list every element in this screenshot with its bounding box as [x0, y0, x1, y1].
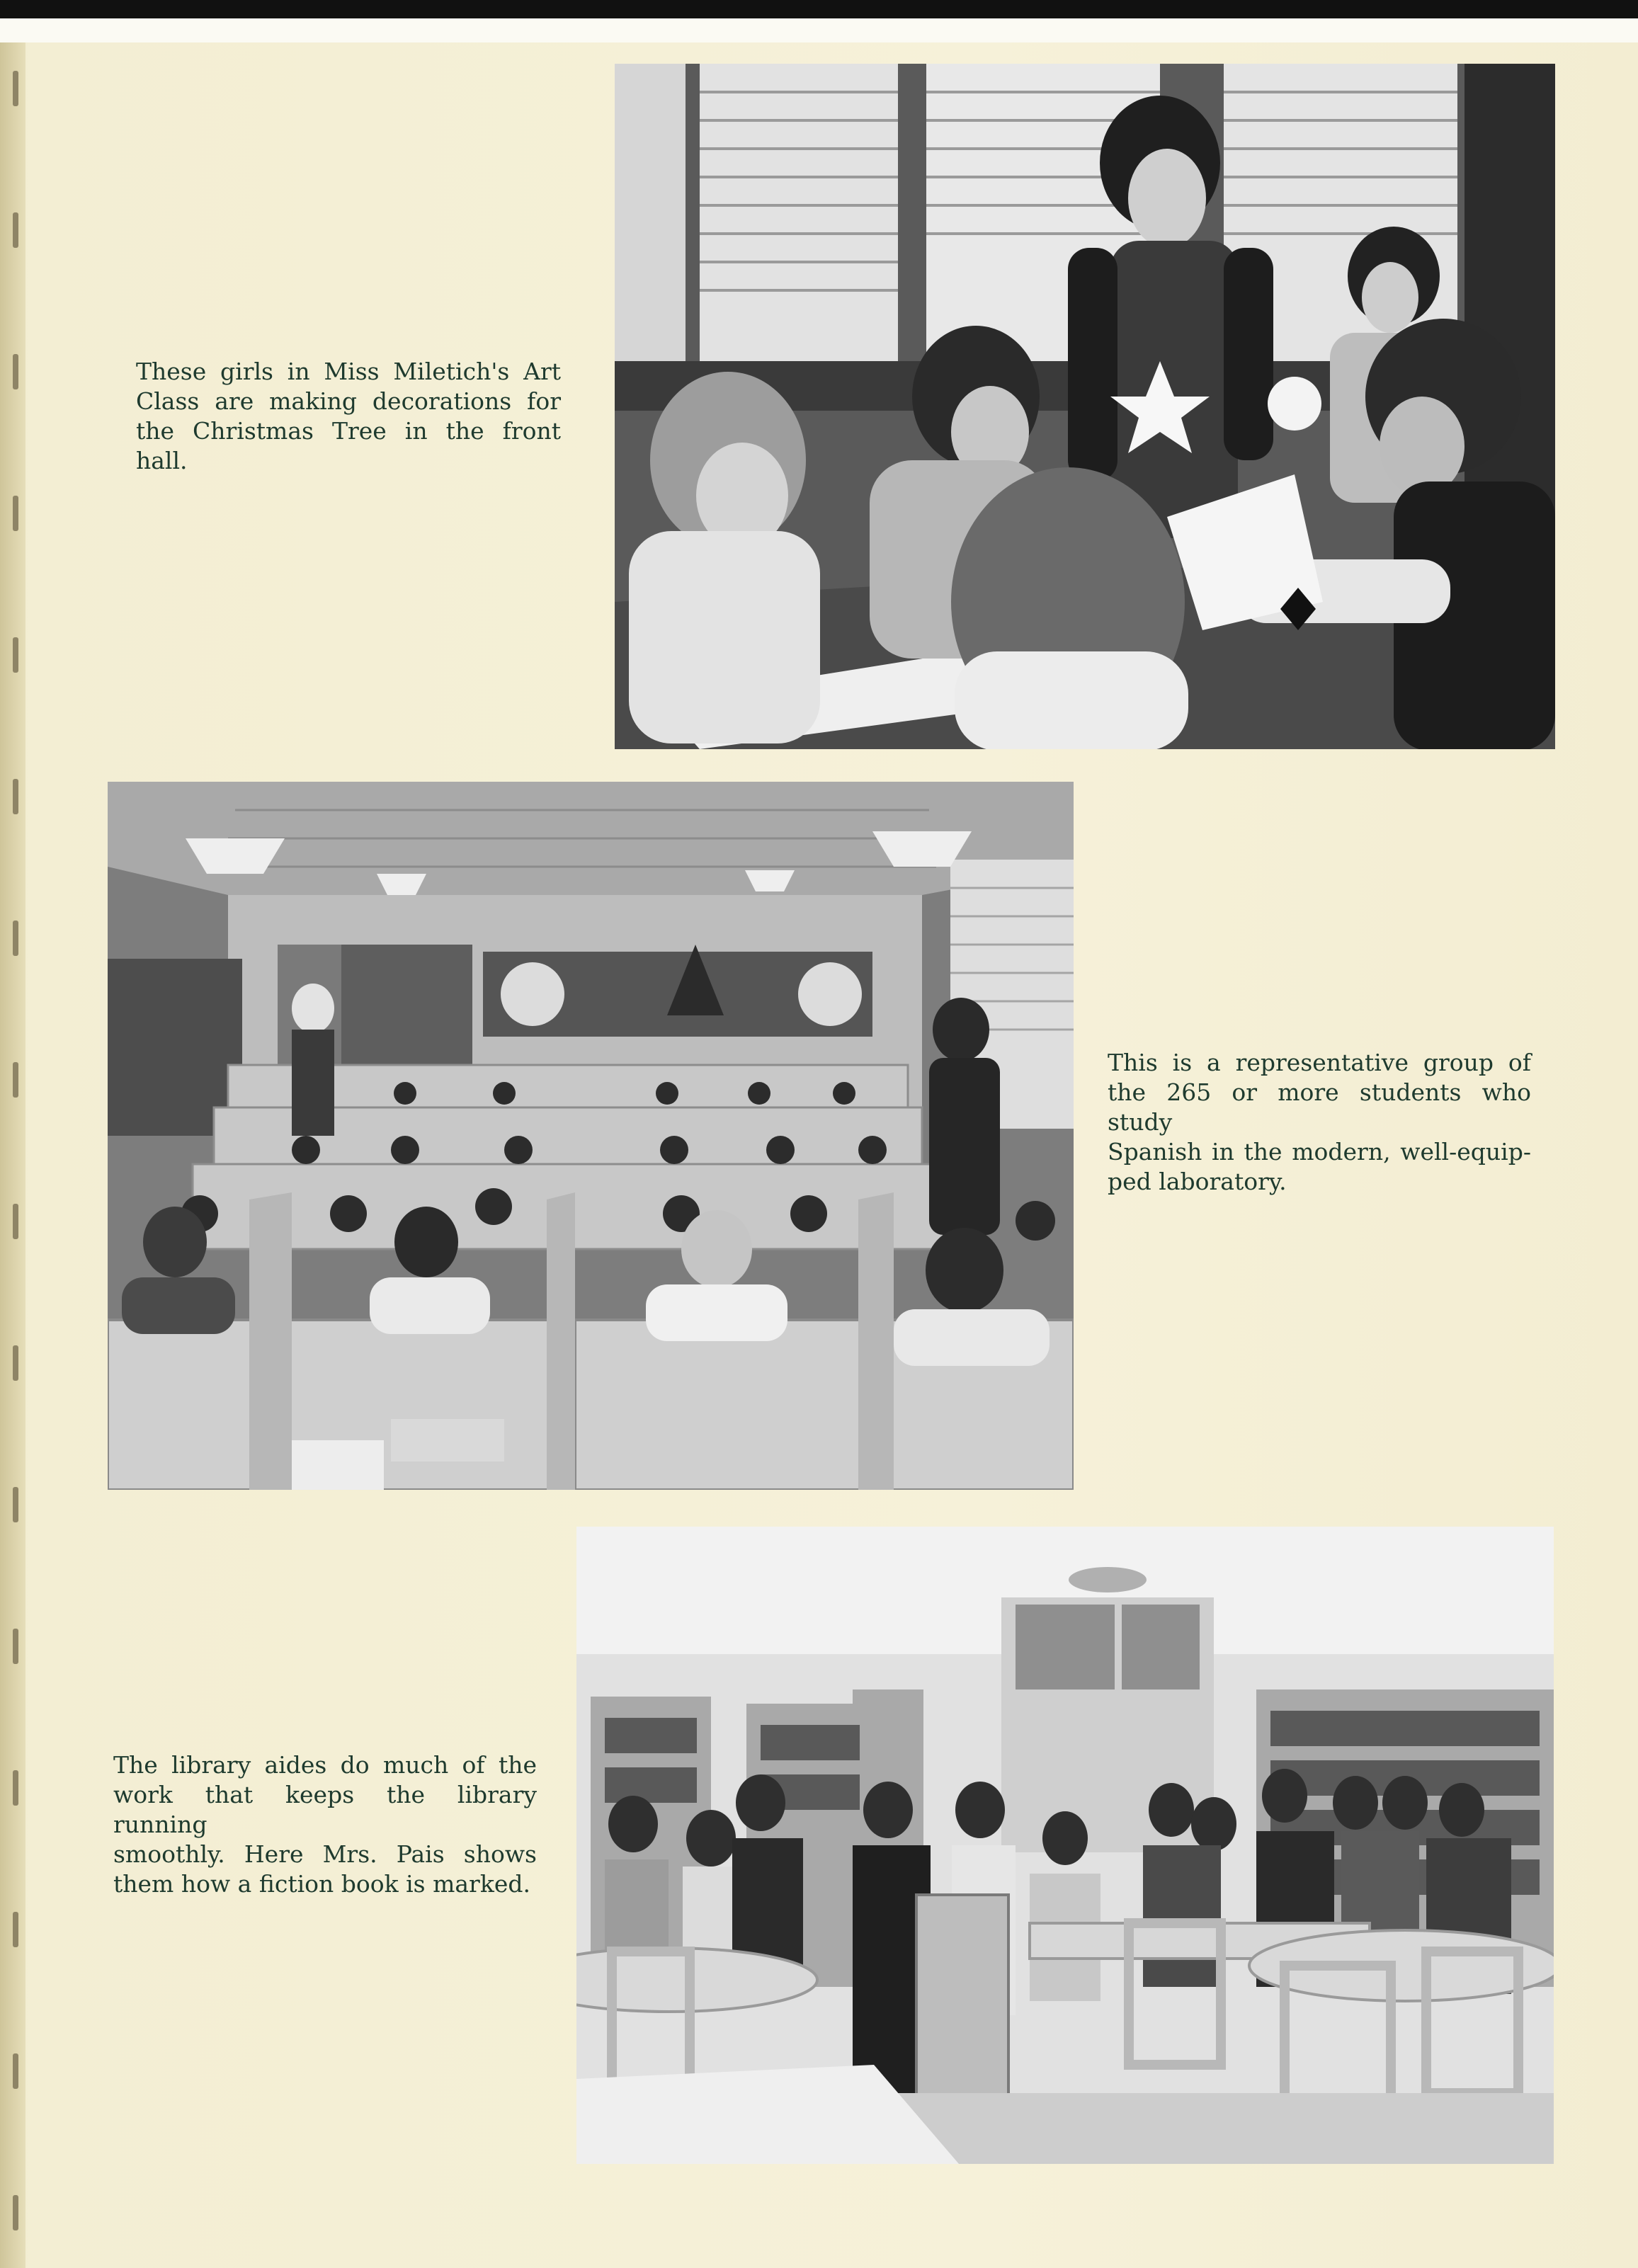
binding-hole: [13, 921, 18, 956]
binding-hole: [13, 637, 18, 673]
scan-top-margin: [0, 18, 1638, 42]
caption-line: the Christmas Tree in the front hall.: [136, 417, 561, 474]
caption-line: This is a representative group of: [1108, 1049, 1531, 1076]
scan-top-border: [0, 0, 1638, 18]
binding-hole: [13, 354, 18, 389]
binding-hole: [13, 1204, 18, 1239]
caption-line: Spanish in the modern, well-equip-: [1108, 1138, 1531, 1166]
art-class-caption: [136, 357, 561, 476]
binding-hole: [13, 1487, 18, 1522]
binding-hole: [13, 779, 18, 814]
caption-line: smoothly. Here Mrs. Pais shows: [113, 1840, 537, 1868]
caption-line: ped laboratory.: [1108, 1168, 1287, 1195]
binding-hole: [13, 2053, 18, 2089]
spanish-lab-photo: [108, 782, 1074, 1490]
spanish-lab-photo-illustration: [108, 782, 1074, 1490]
library-photo-illustration: [576, 1527, 1554, 2164]
caption-line: work that keeps the library running: [113, 1781, 537, 1838]
binding-hole: [13, 1345, 18, 1381]
binding-hole: [13, 2195, 18, 2230]
binding-hole: [13, 71, 18, 106]
binding-hole: [13, 1770, 18, 1806]
library-caption: [113, 1750, 537, 1899]
binding-hole: [13, 1629, 18, 1664]
binding-hole: [13, 496, 18, 531]
art-class-photo-illustration: [615, 64, 1555, 749]
art-class-photo: [615, 64, 1555, 749]
binding-spine: [0, 42, 25, 2268]
caption-line: These girls in Miss Miletich's Art: [136, 358, 561, 385]
binding-hole: [13, 212, 18, 248]
caption-line: Class are making decorations for: [136, 387, 561, 415]
caption-line: the 265 or more students who study: [1108, 1078, 1531, 1136]
binding-hole: [13, 1912, 18, 1947]
caption-line: The library aides do much of the: [113, 1751, 537, 1779]
spanish-lab-caption: [1108, 1048, 1531, 1197]
binding-hole: [13, 1062, 18, 1098]
caption-line: them how a fiction book is marked.: [113, 1870, 530, 1898]
library-photo: [576, 1527, 1554, 2164]
